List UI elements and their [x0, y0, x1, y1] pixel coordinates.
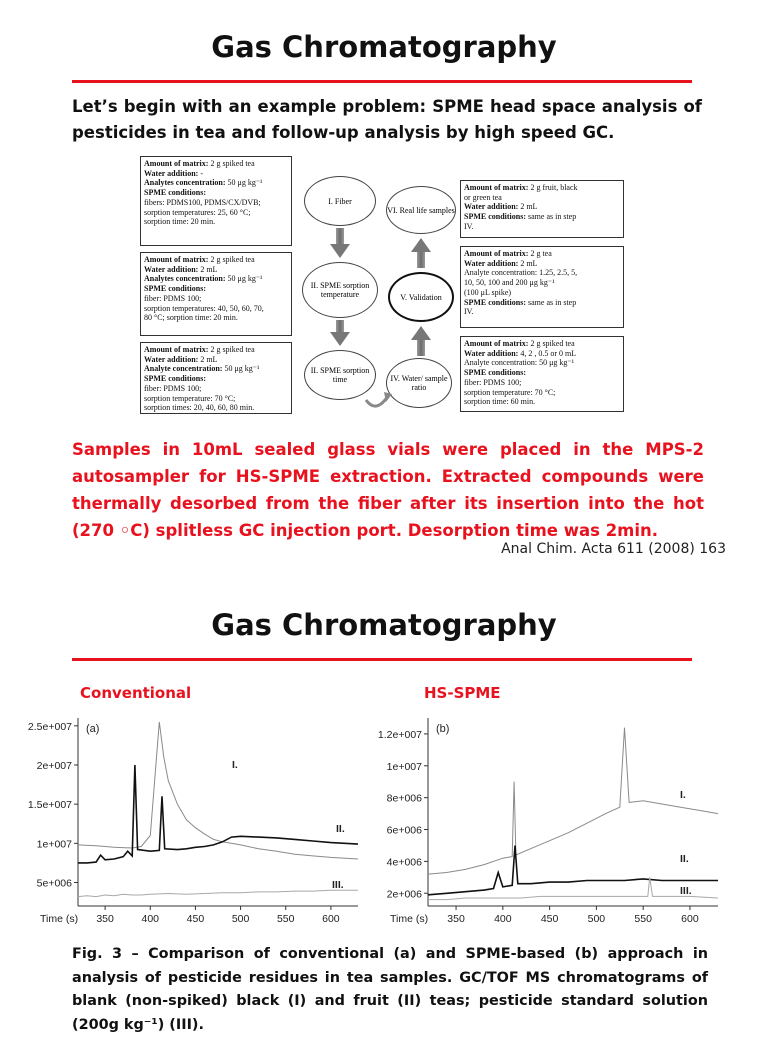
box-line-text: 2 mL	[198, 354, 218, 364]
box-line	[464, 307, 620, 317]
box-line-text: IV.	[464, 307, 474, 317]
box-line	[464, 339, 620, 349]
box-line-label: SPME conditions:	[144, 284, 207, 294]
slide-2	[0, 584, 768, 1033]
box-line-text: sorption time: 20 min.	[144, 217, 216, 227]
x-tick-label: 350	[96, 913, 114, 925]
y-tick-label: 1e+007	[36, 838, 72, 851]
x-tick-label: 350	[447, 913, 465, 925]
box-line-text: (100 μL spike)	[464, 287, 512, 297]
box-line	[144, 394, 288, 404]
left-box-temperature	[140, 252, 292, 336]
y-tick-label: 8e+006	[386, 792, 422, 805]
box-line-text: 80 °C; sorption time: 20 min.	[144, 313, 238, 323]
box-line	[144, 294, 288, 304]
slide-1-title: Gas Chromatography	[211, 30, 557, 64]
box-line	[144, 208, 288, 218]
panel-label: (b)	[436, 723, 450, 735]
label-hs-spme: HS-SPME	[424, 684, 501, 702]
box-line-text: Analyte concentration: 1.25, 2.5, 5,	[464, 268, 578, 278]
arrow-down-1-icon	[330, 228, 350, 258]
series-label: III.	[680, 885, 692, 897]
step-fiber: I. Fiber	[304, 176, 376, 226]
right-box-real-life	[460, 180, 624, 238]
step-sorption-temperature: II. SPME sorption temperature	[302, 262, 378, 318]
box-line-text: 50 μg kg⁻¹	[225, 178, 263, 188]
box-line	[144, 364, 288, 374]
box-line	[144, 355, 288, 365]
y-tick-label: 2.5e+007	[27, 720, 72, 733]
x-tick-label: 500	[231, 913, 250, 925]
box-line-text: fiber: PDMS 100;	[144, 293, 202, 303]
box-line	[464, 288, 620, 298]
box-line-text: 2 g spiked tea	[528, 339, 575, 348]
box-line-label: Amount of matrix:	[464, 183, 529, 192]
y-tick-label: 6e+006	[386, 824, 422, 837]
box-line-label: Amount of matrix:	[464, 339, 529, 348]
x-tick-label: 550	[634, 913, 652, 925]
series-line-2	[428, 846, 718, 895]
box-line	[464, 358, 620, 368]
box-line	[464, 202, 620, 212]
box-line-text: 2 g spiked tea	[208, 159, 255, 168]
box-line-text: fibers: PDMS100, PDMS/CX/DVB;	[144, 197, 261, 207]
box-line-text: IV.	[464, 221, 474, 231]
series-label: III.	[332, 879, 344, 891]
x-axis-label: Time (s)	[390, 913, 429, 925]
chromatogram-hs-spme	[364, 712, 728, 934]
box-line-label: Water addition:	[464, 202, 519, 212]
box-line-text: 4, 2 , 0.5 or 0 mL	[518, 348, 577, 358]
series-label: I.	[680, 789, 686, 801]
box-line	[144, 265, 288, 275]
chromatogram-conventional	[0, 712, 362, 934]
slide-2-title: Gas Chromatography	[211, 608, 557, 642]
series-label: II.	[680, 853, 689, 865]
box-line	[144, 345, 288, 355]
left-box-time	[140, 342, 292, 414]
box-line-text: 2 g fruit, black	[528, 183, 578, 192]
spme-workflow-diagram	[140, 156, 630, 414]
box-line-text: same as in step	[526, 297, 577, 307]
y-tick-label: 1.5e+007	[27, 799, 72, 812]
box-line-text: sorption temperature: 70 °C;	[144, 393, 236, 403]
series-line-3	[78, 890, 358, 896]
box-line-label: Water addition:	[144, 168, 199, 178]
box-line-text: 10, 50, 100 and 200 μg kg⁻¹	[464, 278, 555, 288]
box-line	[144, 255, 288, 265]
title-rule-2	[72, 658, 692, 661]
series-label: II.	[336, 823, 345, 835]
box-line	[144, 274, 288, 284]
step-real-life-samples: VI. Real life samples	[386, 186, 456, 234]
box-line-text: 2 mL	[518, 258, 538, 268]
y-tick-label: 5e+006	[36, 877, 72, 890]
box-line-text: fiber: PDMS 100;	[464, 377, 522, 387]
box-line	[144, 178, 288, 188]
box-line-label: Analyte concentration:	[144, 364, 223, 374]
x-tick-label: 450	[186, 913, 205, 925]
box-line-label: SPME conditions:	[464, 368, 527, 378]
panel-label: (a)	[86, 723, 100, 735]
figure-caption: Fig. 3 – Comparison of conventional (a) and SPME-based (b) approach in analysis of pesticide residues in tea samples. GC/TOF MS chromatograms of blank (non-spiked) black (I) and fruit (II) teas; pesticide standard solution (200g kg⁻¹) (III).	[72, 946, 708, 1033]
box-line-text: sorption temperature: 70 °C;	[464, 387, 556, 397]
box-line-label: Amount of matrix:	[144, 255, 209, 264]
reference-citation: Anal Chim. Acta 611 (2008) 163	[501, 541, 726, 557]
box-line	[464, 212, 620, 222]
arrow-up-2-icon	[411, 238, 431, 268]
y-tick-label: 4e+006	[386, 856, 422, 869]
right-box-validation	[460, 246, 624, 328]
box-line	[464, 183, 620, 193]
x-tick-label: 500	[587, 913, 606, 925]
x-tick-label: 600	[681, 913, 699, 925]
box-line	[144, 304, 288, 314]
box-line-text: sorption times: 20, 40, 60, 80 min.	[144, 403, 255, 413]
box-line-text: Analyte concentration: 50 μg kg⁻¹	[464, 358, 574, 368]
y-tick-label: 2e+006	[386, 888, 422, 901]
box-line	[144, 198, 288, 208]
box-line-label: Water addition:	[464, 258, 519, 268]
right-box-water-ratio	[460, 336, 624, 412]
box-line	[464, 222, 620, 232]
box-line-label: SPME conditions:	[144, 374, 207, 384]
box-line	[464, 397, 620, 407]
box-line	[144, 403, 288, 413]
box-line-text: 2 g spiked tea	[208, 345, 255, 354]
box-line	[144, 169, 288, 179]
box-line-text: sorption temperatures: 40, 50, 60, 70,	[144, 303, 264, 313]
x-axis-label: Time (s)	[40, 913, 79, 925]
label-conventional: Conventional	[80, 684, 192, 702]
box-line-label: SPME conditions:	[464, 212, 527, 222]
box-line-label: Water addition:	[464, 348, 519, 358]
box-line-text: 2 mL	[518, 202, 538, 212]
box-line-text: 50 μg kg⁻¹	[225, 274, 263, 284]
step-validation: V. Validation	[388, 272, 454, 322]
series-line-1	[78, 722, 358, 859]
box-line	[464, 349, 620, 359]
x-tick-label: 400	[494, 913, 512, 925]
box-line	[144, 284, 288, 294]
box-line-label: Amount of matrix:	[464, 249, 529, 258]
arrow-up-1-icon	[411, 326, 431, 356]
x-tick-label: 450	[540, 913, 559, 925]
box-line-text: sorption temperatures: 25, 60 °C;	[144, 207, 251, 217]
box-line-label: SPME conditions:	[464, 297, 527, 307]
box-line	[464, 259, 620, 269]
intro-text: Let’s begin with an example problem: SPME head space analysis of pesticides in tea and follow-up analysis by high speed GC.	[72, 97, 702, 142]
box-line	[144, 374, 288, 384]
box-line	[144, 188, 288, 198]
procedure-description: Samples in 10mL sealed glass vials were placed in the MPS-2 autosampler for HS-SPME extraction. Extracted compounds were thermally desorbed from the fiber after its insertion into the hot (270 ◦C) splitless GC injection port. Desorption time was 2min.	[72, 440, 704, 540]
series-line-1	[428, 728, 718, 875]
box-line-text: 50 μg kg⁻¹	[222, 364, 260, 374]
box-line	[144, 159, 288, 169]
x-tick-label: 400	[141, 913, 160, 925]
x-tick-label: 550	[276, 913, 295, 925]
box-line	[464, 378, 620, 388]
y-tick-label: 2e+007	[36, 760, 72, 772]
curved-arrow-icon	[366, 396, 388, 406]
box-line	[464, 388, 620, 398]
box-line-label: Analytes concentration:	[144, 274, 226, 284]
series-label: I.	[232, 759, 238, 771]
box-line-label: SPME conditions:	[144, 188, 207, 198]
y-tick-label: 1.2e+007	[377, 728, 422, 741]
box-line-label: Amount of matrix:	[144, 159, 209, 168]
step-water-sample-ratio: IV. Water/ sample ratio	[386, 358, 452, 408]
box-line	[144, 384, 288, 394]
box-line	[464, 298, 620, 308]
x-tick-label: 600	[322, 913, 340, 925]
arrow-down-2-icon	[330, 320, 350, 346]
box-line-label: Water addition:	[144, 264, 199, 274]
box-line-text: 2 g spiked tea	[208, 255, 255, 264]
box-line	[144, 217, 288, 227]
box-line-text: sorption time: 60 min.	[464, 397, 536, 407]
box-line	[464, 268, 620, 278]
left-box-fiber	[140, 156, 292, 246]
box-line-text: same as in step	[526, 212, 577, 222]
box-line-label: Amount of matrix:	[144, 345, 209, 354]
box-line	[464, 368, 620, 378]
box-line	[464, 278, 620, 288]
box-line-text: 2 mL	[198, 264, 218, 274]
box-line-label: Water addition:	[144, 354, 199, 364]
box-line-text: fiber: PDMS 100;	[144, 383, 202, 393]
box-line	[464, 249, 620, 259]
box-line-text: or green tea	[464, 192, 502, 202]
box-line-label: Analytes concentration:	[144, 178, 226, 188]
title-rule	[72, 80, 692, 83]
step-sorption-time: II. SPME sorption time	[304, 350, 376, 400]
box-line	[144, 313, 288, 323]
y-tick-label: 1e+007	[386, 760, 422, 773]
box-line-text: -	[198, 168, 203, 178]
box-line	[464, 193, 620, 203]
series-line-2	[78, 765, 358, 863]
box-line-text: 2 g tea	[528, 249, 552, 258]
